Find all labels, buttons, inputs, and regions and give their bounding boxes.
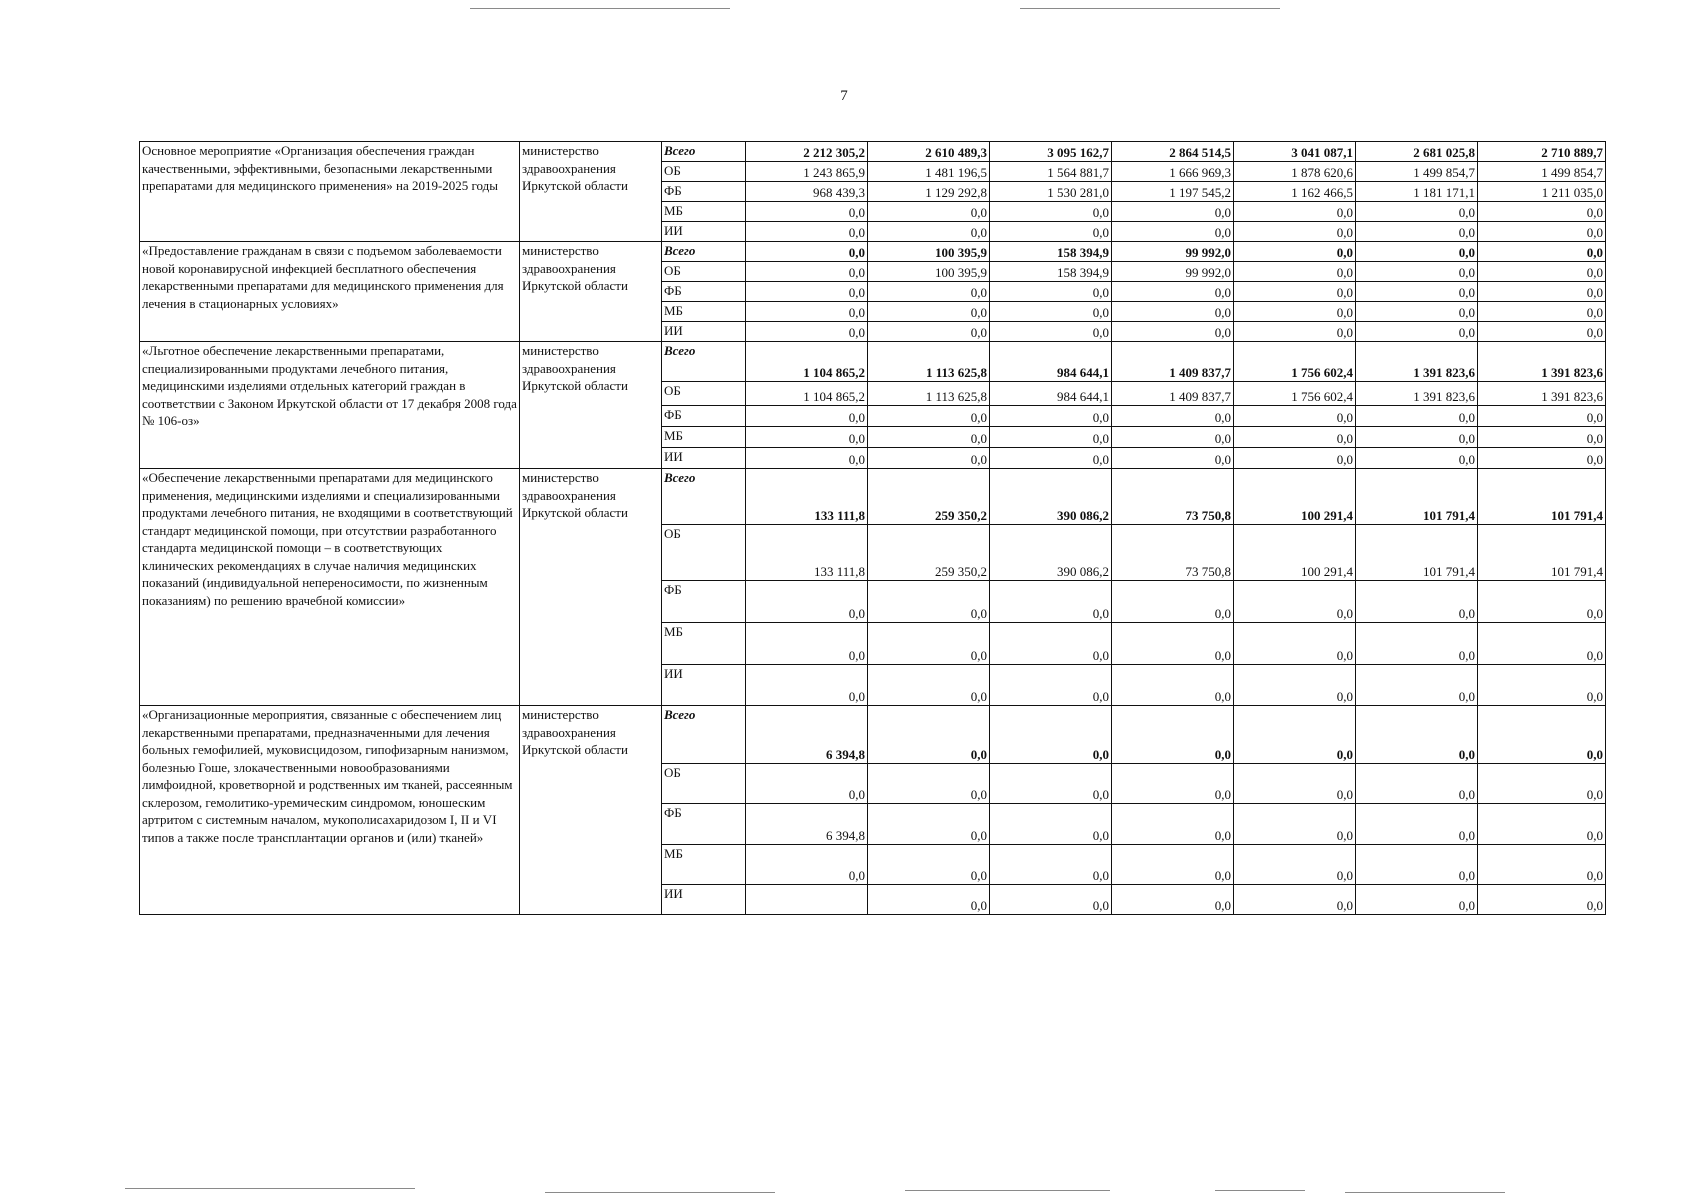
amount-cell: 0,0 (1478, 202, 1606, 222)
amount-cell: 0,0 (1478, 885, 1606, 915)
amount-cell: 0,0 (868, 322, 990, 342)
budget-table (139, 141, 1606, 915)
activity-name-cell: «Организационные мероприятия, связанные с обеспечением лиц лекарственными препаратами, предназначенными для лечения больных гемофилией, муковисцидозом, гипофизарным нанизмом, болезнью Гоше, злокачественными новообразованиями лимфоидной, кроветворной и родственных им тканей, рассеянным склерозом, гемолитико-уремическим синдромом, юношеским артритом с системным началом, мукополисахаридозом I, II и VI типов а также после трансплантации органов и (или) тканей» (140, 706, 520, 915)
amount-cell: 0,0 (746, 302, 868, 322)
amount-cell: 100 291,4 (1234, 525, 1356, 581)
amount-cell: 0,0 (990, 322, 1112, 342)
amount-cell: 0,0 (746, 282, 868, 302)
funding-source-cell: ФБ (662, 804, 746, 845)
amount-cell: 0,0 (1234, 845, 1356, 885)
funding-source-cell: ФБ (662, 282, 746, 302)
amount-cell: 0,0 (868, 885, 990, 915)
amount-cell: 0,0 (990, 845, 1112, 885)
amount-cell: 0,0 (1478, 804, 1606, 845)
funding-source-cell: МБ (662, 302, 746, 322)
amount-cell: 0,0 (746, 665, 868, 706)
amount-cell: 1 104 865,2 (746, 382, 868, 406)
amount-cell: 0,0 (1478, 706, 1606, 764)
amount-cell: 100 395,9 (868, 242, 990, 262)
amount-cell: 133 111,8 (746, 525, 868, 581)
table-row (140, 706, 1606, 764)
amount-cell: 1 113 625,8 (868, 382, 990, 406)
amount-cell: 0,0 (868, 302, 990, 322)
amount-cell: 0,0 (868, 406, 990, 427)
amount-cell: 0,0 (746, 427, 868, 448)
activity-name-cell: «Льготное обеспечение лекарственными препаратами, специализированными продуктами лечебного питания, медицинскими изделиями отдельных категорий граждан в соответствии с Законом Иркутской области от 17 декабря 2008 года № 106-оз» (140, 342, 520, 469)
amount-cell: 968 439,3 (746, 182, 868, 202)
amount-cell: 0,0 (1478, 262, 1606, 282)
amount-cell: 100 395,9 (868, 262, 990, 282)
funding-source-cell: МБ (662, 845, 746, 885)
amount-cell: 1 162 466,5 (1234, 182, 1356, 202)
amount-cell: 1 481 196,5 (868, 162, 990, 182)
amount-cell: 984 644,1 (990, 342, 1112, 382)
amount-cell: 0,0 (1356, 322, 1478, 342)
amount-cell: 0,0 (1478, 581, 1606, 623)
amount-cell: 0,0 (1234, 302, 1356, 322)
amount-cell: 0,0 (1112, 845, 1234, 885)
amount-cell: 0,0 (990, 406, 1112, 427)
amount-cell: 984 644,1 (990, 382, 1112, 406)
amount-cell: 0,0 (1112, 222, 1234, 242)
amount-cell: 1 756 602,4 (1234, 382, 1356, 406)
amount-cell: 0,0 (1356, 706, 1478, 764)
amount-cell: 0,0 (746, 262, 868, 282)
amount-cell: 0,0 (1356, 845, 1478, 885)
amount-cell: 0,0 (1356, 804, 1478, 845)
funding-source-cell: Всего (662, 342, 746, 382)
budget-table-body (140, 142, 1606, 915)
amount-cell: 133 111,8 (746, 469, 868, 525)
scan-mark (1020, 8, 1280, 9)
amount-cell: 0,0 (1112, 302, 1234, 322)
amount-cell: 0,0 (1234, 804, 1356, 845)
amount-cell: 0,0 (1478, 448, 1606, 469)
amount-cell: 0,0 (1478, 406, 1606, 427)
amount-cell: 0,0 (1478, 764, 1606, 804)
amount-cell: 0,0 (868, 706, 990, 764)
amount-cell: 0,0 (1478, 282, 1606, 302)
amount-cell: 1 243 865,9 (746, 162, 868, 182)
table-row (140, 469, 1606, 525)
funding-source-cell: ИИ (662, 665, 746, 706)
amount-cell: 390 086,2 (990, 469, 1112, 525)
amount-cell: 1 104 865,2 (746, 342, 868, 382)
amount-cell: 0,0 (1478, 222, 1606, 242)
funding-source-cell: ИИ (662, 448, 746, 469)
amount-cell: 0,0 (868, 448, 990, 469)
amount-cell: 0,0 (746, 242, 868, 262)
table-row (140, 342, 1606, 382)
amount-cell: 0,0 (746, 202, 868, 222)
amount-cell: 0,0 (1356, 242, 1478, 262)
funding-source-cell: ФБ (662, 581, 746, 623)
amount-cell: 0,0 (1356, 302, 1478, 322)
funding-source-cell: МБ (662, 202, 746, 222)
amount-cell: 0,0 (1112, 764, 1234, 804)
amount-cell: 158 394,9 (990, 242, 1112, 262)
amount-cell: 0,0 (990, 448, 1112, 469)
scan-mark (545, 1192, 775, 1193)
amount-cell: 0,0 (746, 581, 868, 623)
amount-cell: 0,0 (1234, 581, 1356, 623)
amount-cell: 0,0 (1356, 262, 1478, 282)
amount-cell: 2 610 489,3 (868, 142, 990, 162)
amount-cell: 0,0 (990, 665, 1112, 706)
amount-cell: 0,0 (990, 764, 1112, 804)
amount-cell: 6 394,8 (746, 804, 868, 845)
amount-cell: 0,0 (1356, 282, 1478, 302)
funding-source-cell: Всего (662, 242, 746, 262)
page-number: 7 (840, 88, 848, 104)
funding-source-cell: ОБ (662, 525, 746, 581)
amount-cell: 100 291,4 (1234, 469, 1356, 525)
amount-cell: 0,0 (1478, 665, 1606, 706)
funding-source-cell: Всего (662, 142, 746, 162)
funding-source-cell: ФБ (662, 406, 746, 427)
amount-cell: 0,0 (1356, 623, 1478, 665)
amount-cell: 0,0 (1234, 242, 1356, 262)
amount-cell: 0,0 (1112, 322, 1234, 342)
amount-cell: 1 391 823,6 (1478, 382, 1606, 406)
amount-cell: 3 095 162,7 (990, 142, 1112, 162)
funding-source-cell: МБ (662, 623, 746, 665)
scan-mark (125, 1188, 415, 1189)
amount-cell: 0,0 (1112, 448, 1234, 469)
amount-cell: 1 129 292,8 (868, 182, 990, 202)
scan-mark (1215, 1190, 1305, 1191)
amount-cell: 1 197 545,2 (1112, 182, 1234, 202)
funding-source-cell: ОБ (662, 382, 746, 406)
amount-cell: 101 791,4 (1356, 469, 1478, 525)
scan-mark (1345, 1192, 1505, 1193)
amount-cell: 0,0 (1478, 623, 1606, 665)
amount-cell: 0,0 (1356, 448, 1478, 469)
amount-cell: 0,0 (1112, 706, 1234, 764)
amount-cell: 0,0 (990, 222, 1112, 242)
amount-cell: 2 710 889,7 (1478, 142, 1606, 162)
amount-cell: 0,0 (1356, 222, 1478, 242)
executor-cell: министерство здравоохранения Иркутской области (520, 342, 662, 469)
amount-cell: 0,0 (746, 406, 868, 427)
amount-cell: 101 791,4 (1356, 525, 1478, 581)
executor-cell: министерство здравоохранения Иркутской области (520, 706, 662, 915)
amount-cell: 0,0 (1356, 427, 1478, 448)
amount-cell: 2 681 025,8 (1356, 142, 1478, 162)
amount-cell: 259 350,2 (868, 469, 990, 525)
amount-cell: 1 181 171,1 (1356, 182, 1478, 202)
amount-cell: 2 212 305,2 (746, 142, 868, 162)
scan-mark (905, 1190, 1110, 1191)
amount-cell: 0,0 (1478, 845, 1606, 885)
funding-source-cell: МБ (662, 427, 746, 448)
amount-cell: 0,0 (1234, 706, 1356, 764)
amount-cell: 0,0 (868, 764, 990, 804)
amount-cell: 0,0 (1356, 202, 1478, 222)
amount-cell: 73 750,8 (1112, 525, 1234, 581)
funding-source-cell: ОБ (662, 162, 746, 182)
amount-cell: 0,0 (990, 581, 1112, 623)
amount-cell: 2 864 514,5 (1112, 142, 1234, 162)
amount-cell (746, 885, 868, 915)
funding-source-cell: Всего (662, 469, 746, 525)
funding-source-cell: ФБ (662, 182, 746, 202)
amount-cell: 1 666 969,3 (1112, 162, 1234, 182)
amount-cell: 0,0 (990, 282, 1112, 302)
table-row (140, 142, 1606, 162)
amount-cell: 0,0 (868, 845, 990, 885)
amount-cell: 0,0 (990, 202, 1112, 222)
amount-cell: 1 391 823,6 (1356, 342, 1478, 382)
amount-cell: 0,0 (1112, 623, 1234, 665)
amount-cell: 0,0 (1234, 222, 1356, 242)
amount-cell: 0,0 (1112, 282, 1234, 302)
amount-cell: 0,0 (1112, 804, 1234, 845)
amount-cell: 0,0 (1112, 581, 1234, 623)
amount-cell: 0,0 (1478, 242, 1606, 262)
activity-name-cell: «Предоставление гражданам в связи с подъемом заболеваемости новой коронавирусной инфекцией бесплатного обеспечения лекарственными препаратами для медицинского применения для лечения в стационарных условиях» (140, 242, 520, 342)
amount-cell: 0,0 (746, 764, 868, 804)
amount-cell: 0,0 (1234, 262, 1356, 282)
amount-cell: 0,0 (990, 623, 1112, 665)
amount-cell: 0,0 (746, 448, 868, 469)
amount-cell: 99 992,0 (1112, 262, 1234, 282)
funding-source-cell: ОБ (662, 262, 746, 282)
amount-cell: 0,0 (1356, 885, 1478, 915)
amount-cell: 0,0 (990, 302, 1112, 322)
activity-name-cell: Основное мероприятие «Организация обеспечения граждан качественными, эффективными, безопасными лекарственными препаратами для медицинского применения» на 2019-2025 годы (140, 142, 520, 242)
amount-cell: 0,0 (868, 427, 990, 448)
amount-cell: 1 391 823,6 (1478, 342, 1606, 382)
amount-cell: 0,0 (1112, 665, 1234, 706)
amount-cell: 1 878 620,6 (1234, 162, 1356, 182)
amount-cell: 0,0 (1234, 322, 1356, 342)
amount-cell: 0,0 (746, 222, 868, 242)
amount-cell: 0,0 (868, 222, 990, 242)
amount-cell: 1 499 854,7 (1356, 162, 1478, 182)
funding-source-cell: ИИ (662, 885, 746, 915)
amount-cell: 101 791,4 (1478, 525, 1606, 581)
amount-cell: 0,0 (1112, 202, 1234, 222)
amount-cell: 0,0 (990, 885, 1112, 915)
amount-cell: 0,0 (868, 202, 990, 222)
amount-cell: 0,0 (746, 623, 868, 665)
funding-source-cell: ИИ (662, 322, 746, 342)
amount-cell: 0,0 (1234, 764, 1356, 804)
amount-cell: 0,0 (868, 665, 990, 706)
amount-cell: 0,0 (1356, 406, 1478, 427)
amount-cell: 3 041 087,1 (1234, 142, 1356, 162)
amount-cell: 0,0 (1234, 427, 1356, 448)
amount-cell: 0,0 (746, 322, 868, 342)
activity-name-cell: «Обеспечение лекарственными препаратами для медицинского применения, медицинскими изделиями и специализированными продуктами лечебного питания, не входящими в соответствующий стандарт медицинской помощи, при отсутствии разработанного стандарта медицинской помощи – в соответствующих клинических рекомендациях в случае наличия медицинских показаний (индивидуальной непереносимости, по жизненным показаниям) по решению врачебной комиссии» (140, 469, 520, 706)
amount-cell: 0,0 (1234, 202, 1356, 222)
executor-cell: министерство здравоохранения Иркутской области (520, 469, 662, 706)
amount-cell: 1 530 281,0 (990, 182, 1112, 202)
amount-cell: 0,0 (1234, 623, 1356, 665)
executor-cell: министерство здравоохранения Иркутской области (520, 242, 662, 342)
amount-cell: 0,0 (1112, 427, 1234, 448)
amount-cell: 0,0 (1356, 764, 1478, 804)
amount-cell: 0,0 (1356, 581, 1478, 623)
amount-cell: 0,0 (746, 845, 868, 885)
amount-cell: 1 499 854,7 (1478, 162, 1606, 182)
amount-cell: 0,0 (1234, 282, 1356, 302)
amount-cell: 73 750,8 (1112, 469, 1234, 525)
amount-cell: 0,0 (1478, 302, 1606, 322)
funding-source-cell: Всего (662, 706, 746, 764)
amount-cell: 0,0 (990, 706, 1112, 764)
amount-cell: 1 211 035,0 (1478, 182, 1606, 202)
amount-cell: 0,0 (1356, 665, 1478, 706)
table-row (140, 242, 1606, 262)
amount-cell: 0,0 (990, 804, 1112, 845)
amount-cell: 0,0 (1234, 448, 1356, 469)
amount-cell: 0,0 (868, 804, 990, 845)
amount-cell: 0,0 (868, 282, 990, 302)
amount-cell: 99 992,0 (1112, 242, 1234, 262)
amount-cell: 0,0 (1112, 406, 1234, 427)
amount-cell: 0,0 (1234, 665, 1356, 706)
funding-source-cell: ИИ (662, 222, 746, 242)
amount-cell: 0,0 (1112, 885, 1234, 915)
amount-cell: 0,0 (1234, 406, 1356, 427)
executor-cell: министерство здравоохранения Иркутской области (520, 142, 662, 242)
amount-cell: 1 564 881,7 (990, 162, 1112, 182)
amount-cell: 1 756 602,4 (1234, 342, 1356, 382)
amount-cell: 101 791,4 (1478, 469, 1606, 525)
amount-cell: 1 113 625,8 (868, 342, 990, 382)
funding-source-cell: ОБ (662, 764, 746, 804)
amount-cell: 6 394,8 (746, 706, 868, 764)
amount-cell: 0,0 (868, 623, 990, 665)
amount-cell: 158 394,9 (990, 262, 1112, 282)
amount-cell: 0,0 (990, 427, 1112, 448)
amount-cell: 1 409 837,7 (1112, 382, 1234, 406)
amount-cell: 1 409 837,7 (1112, 342, 1234, 382)
scan-mark (470, 8, 730, 9)
amount-cell: 259 350,2 (868, 525, 990, 581)
amount-cell: 0,0 (1234, 885, 1356, 915)
amount-cell: 0,0 (1478, 427, 1606, 448)
amount-cell: 390 086,2 (990, 525, 1112, 581)
amount-cell: 0,0 (868, 581, 990, 623)
amount-cell: 1 391 823,6 (1356, 382, 1478, 406)
amount-cell: 0,0 (1478, 322, 1606, 342)
